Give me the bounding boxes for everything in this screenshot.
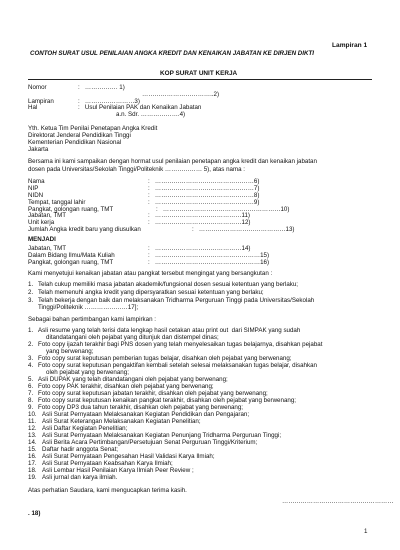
- addressee-line: Yth. Ketua Tim Penilai Penetapan Angka Kredit: [28, 125, 158, 132]
- attachment-text: Foto copy ijazah terakhir bagi PNS dosen yang telah menyelesaikan tugas belajarnya, disahkan pejabat: [38, 341, 323, 348]
- attachment-text: Asli DUPAK yang telah ditandatangani oleh pejabat yang berwenang;: [38, 376, 228, 383]
- attachment-text: Asli Surat Pernyataan Melaksanakan Kegiatan Penunjang Tridharma Perguruan Tinggi;: [42, 432, 282, 439]
- attachment-number: 17.: [28, 460, 37, 467]
- page-number: 1: [364, 528, 368, 535]
- reason-text: Telah memenuhi angka kredit yang dipersyaratkan sesuai ketentuan yang berlaku;: [38, 289, 264, 296]
- menjadi-label: Dalam Bidang Ilmu/Mata Kuliah: [28, 252, 115, 259]
- attachment-text: Asli Daftar Kegiatan Penelitian;: [42, 425, 128, 432]
- closing-text: Atas perhatian Saudara, kami mengucapkan terima kasih.: [28, 487, 187, 494]
- attachment-number: 19.: [28, 474, 37, 481]
- reason-text: Tinggi/Politeknik …………………17];: [38, 304, 139, 311]
- attachment-number: 16.: [28, 453, 37, 460]
- field-label: NIP: [28, 185, 39, 192]
- attachment-text: Asli Lembar Hasil Penilaian Karya Ilmiah Peer Review ;: [42, 467, 194, 474]
- attachment-number: 1.: [28, 327, 34, 334]
- attachment-number: 2.: [28, 341, 34, 348]
- reason-text: Telah bekerja dengan baik dan melaksanakan Tridharma Perguruan Tinggi pada Universitas/Sekolah: [38, 297, 315, 304]
- field-label: Unit kerja: [28, 219, 55, 226]
- lampiran-value: : ……………………3): [78, 98, 140, 105]
- addressee-line: Kementerian Pendidikan Nasional: [28, 139, 122, 146]
- intro-line: Bersama ini kami sampaikan dengan hormat usul penilaian penetapan angka kredit dan kenaikan jabatan: [28, 158, 317, 165]
- menjadi-value: : ……………………………………14): [148, 245, 251, 252]
- menjadi-label: Jabatan, TMT: [28, 245, 67, 252]
- attachment-text: Asli Surat Pernyataan Melaksanakan Kegiatan Pendidikan dan Pengajaran;: [42, 411, 250, 418]
- attachment-number: 14.: [28, 439, 37, 446]
- letterhead-title: KOP SURAT UNIT KERJA: [160, 70, 238, 77]
- attachment-text: Foto copy surat keputusan pengaktifan kembali setelah selesai melaksanakan tugas belajar, disahkan: [38, 362, 317, 369]
- attachment-number: 8.: [28, 397, 34, 404]
- attachment-text: Asli Surat Keterangan Melaksanakan Kegiatan Penelitian;: [42, 418, 201, 425]
- nomor-label: Nomor: [28, 84, 47, 91]
- signature-line: ………………………………………………: [282, 498, 394, 505]
- attachment-text: Daftar hadir anggota Senat;: [42, 446, 119, 453]
- attachment-text: Asli jurnal dan karya ilmiah.: [42, 474, 118, 481]
- attachment-text: Foto copy surat keputusan jabatan terakhir, disahkan oleh pejabat yang berwenang;: [38, 390, 268, 397]
- attachment-number: 13.: [28, 432, 37, 439]
- attachment-number: 3.: [28, 355, 34, 362]
- document-title: CONTOH SURAT USUL PENILAIAN ANGKA KREDIT DAN KENAIKAN JABATAN KE DIRJEN DIKTI: [30, 50, 314, 57]
- reason-number: 2.: [28, 289, 34, 296]
- attachment-number: 7.: [28, 390, 34, 397]
- attachment-number: 5.: [28, 376, 34, 383]
- attachment-text: Asli resume yang telah terisi data lengkap hasil cetakan atau print out dari SIMPAK yang sudah: [38, 327, 301, 334]
- footnote-18: . 18): [28, 510, 41, 517]
- field-value: : …………………………………………7): [148, 185, 260, 192]
- intro-line: dosen pada Universitas/Sekolah Tinggi/Politeknik ……………… 5), atas nama :: [28, 166, 246, 173]
- attachment-label: Lampiran 1: [332, 42, 368, 49]
- attachments-intro: Sebagai bahan pertimbangan kami lampirkan :: [28, 316, 156, 323]
- field-value: : …………………………………………6): [148, 178, 260, 185]
- attachment-text: Foto copy surat keputusan pemberian tugas belajar, disahkan oleh pejabat yang berwenang;: [38, 355, 292, 362]
- attachment-number: 18.: [28, 467, 37, 474]
- attachment-number: 10.: [28, 411, 37, 418]
- menjadi-label: Pangkat, golongan ruang, TMT: [28, 259, 114, 266]
- attachment-text: yang berwenang;: [46, 348, 94, 355]
- menjadi-value: : ……………………………………………16): [148, 259, 270, 266]
- attachment-text: oleh pejabat yang berwenang;: [46, 369, 129, 376]
- attachment-text: Asli Surat Pernyataan Keabsahan Karya Ilmiah;: [42, 460, 173, 467]
- nomor-value: : ……………. 1): [78, 84, 125, 91]
- consider-intro: Kami menyetujui kenaikan jabatan atau pangkat tersebut mengingat yang bersangkutan :: [28, 270, 273, 277]
- reason-text: Telah cukup memiliki masa jabatan akademik/fungsional dosen sesuai ketentuan yang berlaku;: [38, 281, 299, 288]
- date-line: ……………………………..2): [142, 91, 220, 98]
- field-value: : ……………………………………11): [148, 212, 250, 219]
- field-label: NIDN: [28, 192, 44, 199]
- reason-number: 3.: [28, 297, 34, 304]
- reason-number: 1.: [28, 281, 34, 288]
- attachment-number: 9.: [28, 404, 34, 411]
- field-label: Pangkat, golongan ruang, TMT: [28, 206, 114, 213]
- addressee-line: Jakarta: [28, 146, 49, 153]
- attachment-number: 12.: [28, 425, 37, 432]
- attachment-number: 15.: [28, 446, 37, 453]
- attachment-text: Foto copy surat keputusan kenaikan pangkat terakhir, disahkan oleh pejabat yang berwenang;: [38, 397, 296, 404]
- letterhead-rule: [28, 79, 372, 80]
- attachment-text: Asli Berita Acara Pertimbangan/Persetujuan Senat Perguruan Tinggi/Kriterium;: [42, 439, 258, 446]
- field-value: : …………………………………………8): [148, 192, 260, 199]
- hal-value-name: a.n. Sdr. ……………….4): [116, 111, 186, 118]
- attachment-text: ditandatangani oleh pejabat yang ditunjuk dan distempel dinas;: [46, 334, 219, 341]
- attachment-number: 11.: [28, 418, 37, 425]
- attachment-number: 6.: [28, 383, 34, 390]
- field-label: Nama: [28, 178, 45, 185]
- attachment-number: 4.: [28, 362, 34, 369]
- field-value: : ……………………………………13): [192, 226, 295, 233]
- hal-label: Hal: [28, 104, 38, 111]
- hal-value: : Usul Penilaian PAK dan Kenaikan Jabatan: [78, 104, 202, 111]
- field-value: : ……………………………………12): [148, 219, 251, 226]
- field-value: : …………………………………………9): [148, 199, 260, 206]
- lampiran-label: Lampiran: [28, 98, 54, 105]
- field-label: Jumlah Angka kredit baru yang diusulkan: [28, 226, 141, 233]
- menjadi-value: : ……………………………………………15): [148, 252, 270, 259]
- attachment-text: Foto copy PAK terakhir, disahkan oleh pejabat yang berwenang;: [38, 383, 214, 390]
- attachment-text: Foto copy DP3 dua tahun terakhir, disahkan oleh pejabat yang berwenang;: [38, 404, 244, 411]
- field-value: : …………………………………………………10): [156, 206, 290, 213]
- field-label: Jabatan, TMT: [28, 212, 67, 219]
- addressee-line: Direktorat Jenderal Pendidikan Tinggi: [28, 132, 131, 139]
- attachment-text: Asli Surat Pernyataan Pengesahan Hasil Validasi Karya Ilmiah;: [42, 453, 215, 460]
- menjadi-heading: MENJADI: [28, 236, 56, 243]
- field-label: Tempat, tanggal lahir: [28, 199, 86, 206]
